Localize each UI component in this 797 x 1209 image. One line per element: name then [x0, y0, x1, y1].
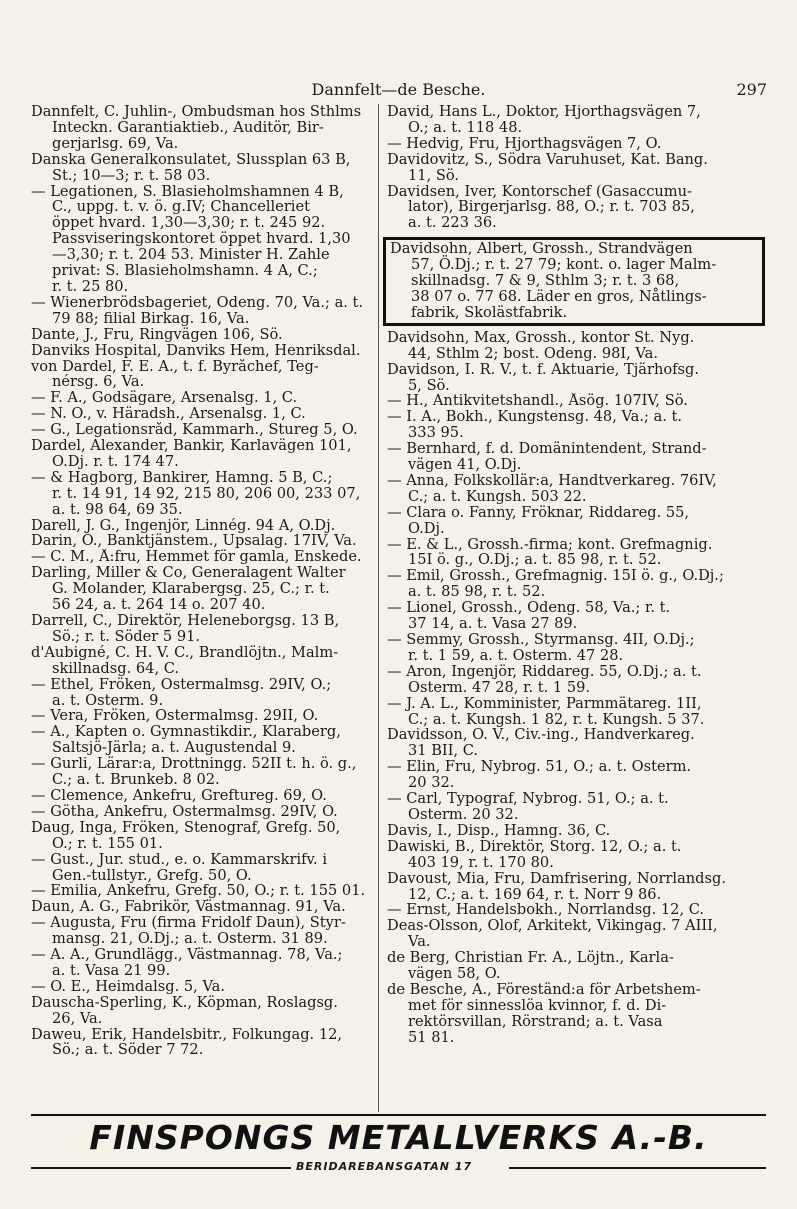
column-divider	[378, 104, 379, 1112]
entry-line: Davidsen, Iver, Kontorschef (Gasaccumu-	[387, 183, 692, 200]
page-header	[30, 80, 767, 104]
entry-line: Dannfelt, C. Juhlin-, Ombudsman hos Sthlms	[31, 104, 362, 120]
entry-continuation-line: C.; a. t. Kungsh. 1 82, r. t. Kungsh. 5 37.	[408, 711, 705, 728]
entry-continuation-line: a. t. Vasa 21 99.	[52, 962, 171, 979]
directory-entry	[31, 422, 376, 438]
entry-continuation-line: 12, C.; a. t. 169 64, r. t. Norr 9 86.	[408, 886, 662, 903]
directory-entry	[31, 613, 376, 645]
entry-continuation-line: C.; a. t. Brunkeb. 8 02.	[52, 772, 220, 788]
entry-continuation-line: gerjarlsg. 69, Va.	[52, 135, 179, 152]
entry-line: — Clemence, Änkefru, Greftureg. 69, Ö.	[31, 787, 327, 804]
entry-continuation-line: met för sinnesslöa kvinnor, f. d. Di-	[408, 997, 667, 1014]
entry-continuation-line: privat: S. Blasieholmshamn. 4 A, C.;	[52, 263, 318, 279]
page-number: 297	[736, 80, 767, 99]
entry-line: — Götha, Änkefru, Östermalmsg. 29IV, Ö.	[31, 803, 338, 820]
directory-entry	[387, 362, 767, 394]
entry-continuation-line: nérsg. 6, Va.	[52, 374, 145, 391]
directory-entry	[31, 533, 376, 549]
directory-entry	[387, 441, 767, 473]
directory-entry	[31, 979, 376, 995]
left-column	[31, 104, 376, 1058]
directory-entry	[387, 473, 767, 505]
directory-entry	[387, 330, 767, 362]
directory-entry	[387, 505, 767, 537]
entry-line: Dardel, Alexander, Bankir, Karlavägen 101,	[31, 438, 352, 454]
directory-entry	[31, 327, 376, 343]
entry-line: — Augusta, Fru (firma Fridolf Daun), Styr-	[31, 915, 346, 932]
directory-entry	[387, 600, 767, 632]
entry-line: d'Aubigné, C. H. V. C., Brandlöjtn., Malm-	[31, 644, 339, 661]
entry-line: Darin, O., Banktjänstem., Upsalag. 17IV, Va.	[31, 533, 357, 550]
directory-entry	[387, 871, 767, 903]
entry-line: Daweu, Erik, Handelsbitr., Folkungag. 12,	[31, 1026, 343, 1043]
directory-entry	[31, 438, 376, 470]
directory-entry	[387, 759, 767, 791]
directory-entry	[31, 677, 376, 709]
directory-entry	[387, 902, 767, 918]
running-title: Dannfelt—de Besche.	[311, 80, 486, 99]
entry-continuation-line: vägen 41, Ö.Dj.	[408, 457, 522, 473]
entry-continuation-line: rektörsvillan, Rörstrand; a. t. Vasa	[408, 1013, 663, 1030]
entry-continuation-line: r. t. 14 91, 14 92, 215 80, 206 00, 233 07,	[52, 485, 361, 502]
entry-line: Davidsohn, Max, Grossh., kontor St. Nyg.	[387, 329, 695, 346]
boxed-ad-line: 57, Ö.Dj.; r. t. 27 79; kont. o. lager Malm-	[411, 256, 717, 274]
directory-entry	[31, 724, 376, 756]
directory-entry	[31, 788, 376, 804]
directory-entry	[387, 393, 767, 409]
entry-line: Darling, Miller & Co, Generalagent Walter	[31, 565, 346, 582]
directory-entry	[31, 549, 376, 565]
entry-continuation-line: Österm. 20 32.	[408, 806, 519, 823]
boxed-ad-line: Davidsohn, Albert, Grossh., Strandvägen	[390, 240, 693, 258]
boxed-ad-line: skillnadsg. 7 & 9, Sthlm 3; r. t. 3 68,	[411, 272, 680, 290]
entry-continuation-line: —3,30; r. t. 204 53. Minister H. Zahle	[52, 247, 330, 264]
directory-entry	[31, 406, 376, 422]
entry-line: Daun, A. G., Fabrikör, Västmannag. 91, Va.	[31, 899, 346, 916]
entry-line: Davidsson, O. V., Civ.-ing., Handverkareg.	[387, 727, 695, 744]
entry-continuation-line: Passviseringskontoret öppet hvard. 1,30	[52, 231, 351, 248]
advertisement-banner: FINSPONGS METALLVERKS A.-B.	[89, 1118, 708, 1157]
directory-entry	[31, 565, 376, 613]
entry-line: — Legationen, S. Blasieholmshamnen 4 B,	[31, 183, 344, 200]
entry-continuation-line: Gen.-tullstyr., Grefg. 50, Ö.	[52, 867, 252, 884]
entry-continuation-line: 5, Sö.	[408, 377, 450, 394]
directory-entry	[31, 104, 376, 152]
banner-rule-right	[509, 1167, 766, 1169]
entry-continuation-line: a. t. Österm. 9.	[52, 692, 164, 709]
directory-entry	[31, 1027, 376, 1059]
entry-continuation-line: 11, Sö.	[408, 167, 460, 184]
directory-entry	[387, 184, 767, 232]
directory-entry	[387, 727, 767, 759]
directory-entry	[31, 470, 376, 518]
entry-continuation-line: a. t. 98 64, 69 35.	[52, 501, 183, 518]
entry-continuation-line: öppet hvard. 1,30—3,30; r. t. 245 92.	[52, 215, 326, 232]
boxed-ad-line: fabrik, Skolästfabrik.	[411, 303, 568, 321]
entry-line: — O. E., Heimdalsg. 5, Va.	[31, 978, 225, 995]
entry-line: Dawiski, B., Direktör, Storg. 12, Ö.; a. t.	[387, 838, 682, 855]
entry-continuation-line: vägen 58, Ö.	[408, 966, 501, 982]
directory-entry	[31, 359, 376, 391]
entry-continuation-line: 15I ö. g., Ö.Dj.; a. t. 85 98, r. t. 52.	[408, 552, 662, 569]
entry-continuation-line: Ö.; a. t. 118 48.	[408, 119, 523, 136]
entry-line: de Besche, A., Föreständ:a för Arbetshem-	[387, 981, 701, 998]
entry-continuation-line: lator), Birgerjarlsg. 88, Ö.; r. t. 703 85,	[408, 199, 695, 216]
directory-entry	[387, 104, 767, 136]
entry-line: — Clara o. Fanny, Fröknar, Riddareg. 55,	[387, 504, 690, 521]
entry-continuation-line: 403 19, r. t. 170 80.	[408, 854, 554, 871]
entry-line: — Carl, Typograf, Nybrog. 51, Ö.; a. t.	[387, 791, 669, 807]
entry-line: — Bernhard, f. d. Domänintendent, Strand-	[387, 441, 707, 458]
directory-entry	[31, 883, 376, 899]
entry-line: — A., Kapten o. Gymnastikdir., Klaraberg,	[31, 724, 341, 741]
entry-continuation-line: Ö.; r. t. 155 01.	[52, 835, 163, 852]
entry-continuation-line: Ö.Dj.	[408, 520, 445, 537]
directory-entry	[31, 184, 376, 295]
entry-line: Danviks Hospital, Danviks Hem, Henriksdal.	[31, 342, 361, 359]
directory-entry	[31, 947, 376, 979]
entry-continuation-line: 44, Sthlm 2; bost. Odeng. 98I, Va.	[408, 345, 658, 362]
entry-line: Danska Generalkonsulatet, Slussplan 63 B,	[31, 151, 351, 168]
directory-entry	[31, 152, 376, 184]
entry-line: — Aron, Ingenjör, Riddareg. 55, Ö.Dj.; a. t.	[387, 663, 702, 680]
entry-line: Daug, Inga, Fröken, Stenograf, Grefg. 50,	[31, 819, 341, 836]
directory-entry	[31, 343, 376, 359]
directory-entry	[31, 804, 376, 820]
entry-line: — Emil, Grossh., Grefmagnig. 15I ö. g., Ö.Dj.;	[387, 568, 724, 585]
entry-line: — Semmy, Grossh., Styrmansg. 4II, Ö.Dj.;	[387, 632, 695, 648]
directory-entry	[387, 823, 767, 839]
advertisement-address	[31, 1160, 766, 1178]
entry-line: — Anna, Folkskollär:a, Handtverkareg. 76IV,	[387, 472, 717, 489]
footer-rule-top	[31, 1114, 766, 1116]
entry-line: — Elin, Fru, Nybrog. 51, Ö.; a. t. Österm.	[387, 759, 692, 776]
directory-entry	[387, 839, 767, 871]
entry-line: — F. A., Godsägare, Arsenalsg. 1, C.	[31, 390, 298, 407]
directory-entry	[31, 645, 376, 677]
entry-continuation-line: 20 32.	[408, 775, 455, 792]
directory-entry	[31, 915, 376, 947]
entry-line: — H., Antikvitetshandl., Åsög. 107IV, Sö.	[387, 393, 688, 410]
entry-continuation-line: a. t. 85 98, r. t. 52.	[408, 584, 546, 601]
entry-line: — J. A. L., Komminister, Parmmätareg. 1II,	[387, 695, 702, 712]
entry-line: — Ernst, Handelsbokh., Norrlandsg. 12, C.	[387, 902, 705, 919]
entry-line: Davis, I., Disp., Hamng. 36, C.	[387, 822, 611, 839]
entry-line: — A. A., Grundlägg., Västmannag. 78, Va.;	[31, 947, 343, 963]
entry-continuation-line: 26, Va.	[52, 1010, 103, 1027]
entry-continuation-line: a. t. 223 36.	[408, 215, 497, 232]
directory-entry	[31, 518, 376, 534]
entry-line: — C. M., Å:fru, Hemmet för gamla, Enskede.	[31, 549, 362, 566]
entry-line: Davidovitz, S., Södra Varuhuset, Kat. Bang.	[387, 151, 708, 168]
directory-entry	[31, 899, 376, 915]
entry-line: — Ethel, Fröken, Östermalmsg. 29IV, Ö.;	[31, 676, 332, 693]
entry-continuation-line: 56 24, a. t. 264 14 o. 207 40.	[52, 597, 266, 613]
directory-entry	[387, 664, 767, 696]
entry-line: — Wienerbrödsbageriet, Odeng. 70, Va.; a. t.	[31, 294, 364, 311]
entry-continuation-line: C.; a. t. Kungsh. 503 22.	[408, 488, 587, 505]
entry-continuation-line: r. t. 25 80.	[52, 278, 129, 295]
entry-continuation-line: C., uppg. t. v. ö. g.IV; Chancelleriet	[52, 199, 310, 216]
entry-line: — Emilia, Änkefru, Grefg. 50, Ö.; r. t. 155 01.	[31, 883, 366, 900]
entry-continuation-line: 333 95.	[408, 425, 464, 442]
entry-line: von Dardel, F. E. A., t. f. Byråchef, Teg-	[31, 358, 319, 375]
entry-continuation-line: Ö.Dj. r. t. 174 47.	[52, 453, 179, 470]
directory-entry	[31, 852, 376, 884]
entry-line: — Hedvig, Fru, Hjorthagsvägen 7, Ö.	[387, 135, 662, 152]
entry-line: de Berg, Christian Fr. A., Löjtn., Karla-	[387, 950, 674, 967]
directory-entry	[31, 820, 376, 852]
entry-line: Darrell, C., Direktör, Heleneborgsg. 13 B,	[31, 613, 340, 629]
banner-rule-left	[31, 1167, 291, 1169]
right-column-top	[387, 104, 767, 231]
entry-continuation-line: 51 81.	[408, 1029, 455, 1046]
directory-entry	[31, 390, 376, 406]
entry-continuation-line: 79 88; filial Birkag. 16, Va.	[52, 310, 250, 327]
entry-continuation-line: St.; 10—3; r. t. 58 03.	[52, 167, 211, 184]
entry-line: Dante, J., Fru, Ringvägen 106, Sö.	[31, 326, 283, 343]
directory-entry	[387, 136, 767, 152]
right-column-bottom	[387, 330, 767, 1046]
entry-continuation-line: Va.	[408, 934, 431, 951]
entry-line: — I. A., Bokh., Kungstensg. 48, Va.; a. t.	[387, 409, 683, 426]
entry-continuation-line: Sö.; a. t. Söder 7 72.	[52, 1042, 204, 1059]
directory-entry	[387, 537, 767, 569]
directory-entry	[31, 708, 376, 724]
entry-line: — E. & L., Grossh.-firma; kont. Grefmagnig.	[387, 536, 713, 553]
directory-entry	[387, 950, 767, 982]
directory-entry	[387, 791, 767, 823]
directory-entry	[31, 995, 376, 1027]
right-column	[387, 104, 767, 1046]
entry-continuation-line: 31 BII, C.	[408, 743, 479, 760]
entry-line: David, Hans L., Doktor, Hjorthagsvägen 7,	[387, 104, 701, 120]
entry-continuation-line: skillnadsg. 64, C.	[52, 660, 180, 677]
entry-continuation-line: G. Molander, Klarabergsg. 25, C.; r. t.	[52, 581, 330, 598]
directory-entry	[387, 918, 767, 950]
entry-line: — Gurli, Lärar:a, Drottningg. 52II t. h. ö. g.,	[31, 756, 357, 773]
directory-entry	[31, 756, 376, 788]
entry-line: — Gust., Jur. stud., e. o. Kammarskrifv. i	[31, 851, 327, 868]
entry-line: Davoust, Mia, Fru, Damfrisering, Norrlandsg.	[387, 870, 726, 887]
directory-entry	[387, 632, 767, 664]
directory-entry	[387, 409, 767, 441]
directory-entry	[31, 295, 376, 327]
entry-continuation-line: r. t. 1 59, a. t. Österm. 47 28.	[408, 647, 624, 664]
entry-line: Davidson, I. R. V., t. f. Aktuarie, Tjärhofsg.	[387, 361, 700, 378]
banner-address-text: BERIDAREBANSGATAN 17	[296, 1160, 473, 1173]
entry-continuation-line: Inteckn. Garantiaktieb., Auditör, Bir-	[52, 119, 324, 136]
directory-entry	[387, 982, 767, 1046]
entry-line: — N. O., v. Häradsh., Arsenalsg. 1, C.	[31, 406, 306, 423]
entry-line: — Vera, Fröken, Östermalmsg. 29II, Ö.	[31, 708, 319, 725]
entry-line: — & Hagborg, Bankirer, Hamng. 5 B, C.;	[31, 469, 333, 486]
entry-continuation-line: Saltsjö-Järla; a. t. Augustendal 9.	[52, 740, 296, 757]
directory-entry	[387, 152, 767, 184]
directory-entry	[387, 696, 767, 728]
entry-continuation-line: mansg. 21, Ö.Dj.; a. t. Österm. 31 89.	[52, 931, 328, 948]
entry-line: Deas-Olsson, Olof, Arkitekt, Vikingag. 7 AIII,	[387, 918, 718, 935]
boxed-ad-line: 38 07 o. 77 68. Läder en gros, Nåtlings-	[411, 287, 707, 305]
entry-line: — G., Legationsråd, Kammarh., Stureg 5, Ö.	[31, 422, 358, 439]
entry-continuation-line: Österm. 47 28, r. t. 1 59.	[408, 679, 591, 696]
entry-continuation-line: 37 14, a. t. Vasa 27 89.	[408, 616, 578, 632]
entry-line: — Lionel, Grossh., Odeng. 58, Va.; r. t.	[387, 600, 671, 617]
boxed-advertisement	[383, 237, 765, 326]
entry-line: Dauscha-Sperling, K., Köpman, Roslagsg.	[31, 994, 338, 1011]
directory-entry	[387, 568, 767, 600]
entry-line: Darell, J. G., Ingenjör, Linnég. 94 A, Ö.Dj.	[31, 517, 336, 534]
entry-continuation-line: Sö.; r. t. Söder 5 91.	[52, 628, 201, 645]
